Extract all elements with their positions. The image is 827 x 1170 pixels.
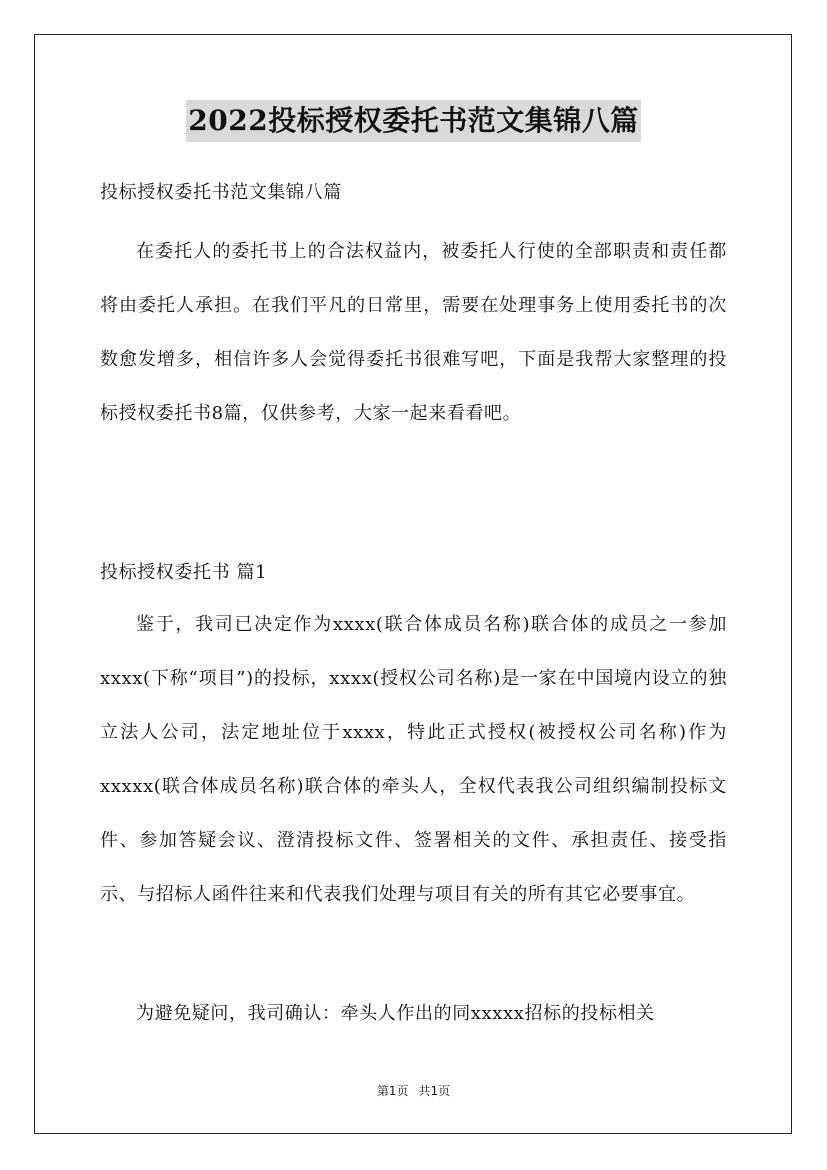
- intro-paragraph: 在委托人的委托书上的合法权益内，被委托人行使的全部职责和责任都将由委托人承担。在我们平凡的日常里，需要在处理事务上使用委托书的次数愈发增多，相信许多人会觉得委托书很难写吧，下面是我帮大家整理的投标授权委托书8篇，仅供参考，大家一起来看看吧。: [100, 241, 727, 424]
- document-subtitle: 投标授权委托书范文集锦八篇: [100, 182, 342, 203]
- section-heading: 投标授权委托书 篇1: [100, 562, 268, 583]
- page-number: 第1页: [376, 1084, 409, 1098]
- page-total: 共1页: [418, 1084, 451, 1098]
- document-title: [0, 100, 827, 142]
- document-title-text: 2022投标授权委托书范文集锦八篇: [186, 100, 640, 142]
- page-footer: [0, 1083, 827, 1099]
- section-paragraph-1: 鉴于，我司已决定作为xxxx(联合体成员名称)联合体的成员之一参加xxxx(下称“项目”)的投标，xxxx(授权公司名称)是一家在中国境内设立的独立法人公司，法定地址位于xxxx，特此正式授权(被授权公司名称)作为xxxxx(联合体成员名称)联合体的牵头人，全权代表我公司组织编制投标文件、参加答疑会议、澄清投标文件、签署相关的文件、承担责任、接受指示、与招标人函件往来和代表我们处理与项目有关的所有其它必要事宜。: [100, 614, 727, 905]
- section-paragraph-2: 为避免疑问，我司确认：牵头人作出的同xxxxx招标的投标相关: [136, 1003, 655, 1024]
